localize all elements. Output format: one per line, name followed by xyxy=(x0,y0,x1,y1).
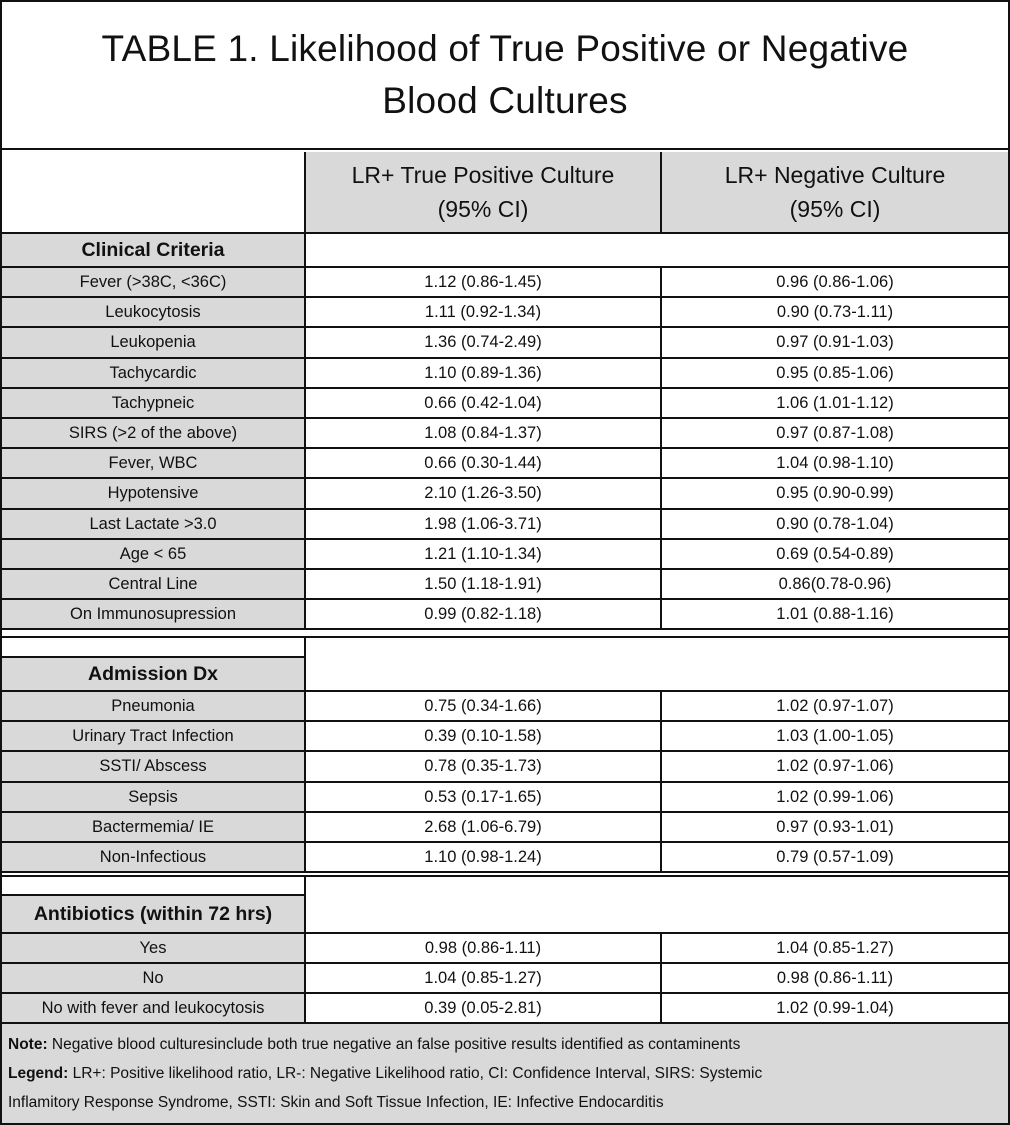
column-divider xyxy=(304,152,306,232)
row-true-positive-value: 1.10 (0.89-1.36) xyxy=(424,363,542,382)
row-label: Leukocytosis xyxy=(2,298,304,326)
note-line xyxy=(8,1030,1002,1059)
row-true-positive-value: 0.66 (0.30-1.44) xyxy=(424,453,542,472)
row-negative-value: 0.86(0.78-0.96) xyxy=(778,574,892,593)
row-negative-value: 1.02 (0.99-1.04) xyxy=(776,998,894,1017)
row-label: Non-Infectious xyxy=(2,843,304,871)
row-label: Urinary Tract Infection xyxy=(2,722,304,750)
row-label: Tachycardic xyxy=(2,359,304,387)
column-divider xyxy=(660,268,662,630)
column-divider xyxy=(660,152,662,232)
header-negative-line2: (95% CI) xyxy=(789,196,881,222)
row-true-positive-value: 0.39 (0.05-2.81) xyxy=(424,998,542,1017)
row-negative-value: 1.03 (1.00-1.05) xyxy=(776,726,894,745)
column-divider xyxy=(660,692,662,873)
note-text: Negative blood culturesinclude both true negative an false positive results identified as contaminents xyxy=(47,1036,741,1053)
row-divider xyxy=(2,871,1008,873)
row-negative-value: 0.79 (0.57-1.09) xyxy=(776,847,894,866)
row-true-positive-value: 0.53 (0.17-1.65) xyxy=(424,787,542,806)
row-negative-value: 1.01 (0.88-1.16) xyxy=(776,604,894,623)
row-label: Bactermemia/ IE xyxy=(2,813,304,841)
row-true-positive-value: 1.21 (1.10-1.34) xyxy=(424,544,542,563)
row-negative-value: 0.97 (0.93-1.01) xyxy=(776,817,894,836)
row-label: SIRS (>2 of the above) xyxy=(2,419,304,447)
legend-line-2: Inflamitory Response Syndrome, SSTI: Skin and Soft Tissue Infection, IE: Infective Endocarditis xyxy=(8,1094,664,1111)
row-true-positive-value: 1.12 (0.86-1.45) xyxy=(424,272,542,291)
column-divider xyxy=(660,934,662,1024)
row-true-positive-value: 0.98 (0.86-1.11) xyxy=(424,938,542,957)
header-blank-cell xyxy=(2,152,304,232)
row-true-positive-value: 0.66 (0.42-1.04) xyxy=(424,393,542,412)
row-negative-value: 0.97 (0.87-1.08) xyxy=(776,423,894,442)
note-label: Note: xyxy=(8,1036,48,1053)
row-true-positive-value: 1.36 (0.74-2.49) xyxy=(424,333,542,351)
row-true-positive-value: 1.10 (0.98-1.24) xyxy=(424,847,542,866)
row-label: Leukopenia xyxy=(2,328,304,357)
legend-label: Legend: xyxy=(8,1065,69,1082)
legend-line xyxy=(8,1059,1002,1088)
row-true-positive-value: 1.11 (0.92-1.34) xyxy=(424,302,542,321)
table-footnote xyxy=(2,1024,1008,1123)
row-true-positive-value: 2.68 (1.06-6.79) xyxy=(424,817,542,836)
row-negative-value: 1.02 (0.97-1.07) xyxy=(776,696,894,715)
row-label: Yes xyxy=(2,934,304,962)
row-negative-value: 1.06 (1.01-1.12) xyxy=(776,393,894,412)
row-negative-value: 1.02 (0.99-1.06) xyxy=(776,787,894,806)
header-negative xyxy=(662,152,1008,232)
row-true-positive-value: 2.10 (1.26-3.50) xyxy=(424,484,542,502)
section-header: Admission Dx xyxy=(2,658,304,690)
row-label: Central Line xyxy=(2,570,304,598)
section-header-blank xyxy=(306,234,1008,266)
row-label: No xyxy=(2,964,304,992)
section-header: Clinical Criteria xyxy=(2,234,304,266)
row-true-positive-value: 1.50 (1.18-1.91) xyxy=(424,574,542,593)
row-divider xyxy=(2,875,1008,877)
legend-text: LR+: Positive likelihood ratio, LR-: Negative Likelihood ratio, CI: Confidence Interval, SIRS: Systemic xyxy=(68,1065,763,1082)
row-label: Pneumonia xyxy=(2,692,304,720)
row-negative-value: 1.04 (0.98-1.10) xyxy=(776,453,894,472)
row-label: Tachypneic xyxy=(2,389,304,417)
header-true-positive-line1: LR+ True Positive Culture xyxy=(351,162,615,188)
row-label: Sepsis xyxy=(2,783,304,811)
row-label: No with fever and leukocytosis xyxy=(2,994,304,1022)
row-negative-value: 0.95 (0.85-1.06) xyxy=(776,363,894,382)
row-true-positive-value: 1.04 (0.85-1.27) xyxy=(424,968,542,987)
row-true-positive-value: 1.08 (0.84-1.37) xyxy=(424,423,542,442)
row-label: Age < 65 xyxy=(2,540,304,568)
row-negative-value: 0.90 (0.78-1.04) xyxy=(776,514,894,533)
table-title xyxy=(2,2,1008,150)
row-true-positive-value: 1.98 (1.06-3.71) xyxy=(424,514,542,533)
row-label: SSTI/ Abscess xyxy=(2,752,304,781)
row-label: Hypotensive xyxy=(2,479,304,508)
section-header: Antibiotics (within 72 hrs) xyxy=(2,896,304,932)
row-true-positive-value: 0.39 (0.10-1.58) xyxy=(424,726,542,745)
row-negative-value: 0.90 (0.73-1.11) xyxy=(776,302,894,321)
section-header-blank xyxy=(306,658,1008,690)
row-label: Last Lactate >3.0 xyxy=(2,510,304,538)
row-label: Fever (>38C, <36C) xyxy=(2,268,304,296)
row-label: On Immunosupression xyxy=(2,600,304,628)
row-negative-value: 0.69 (0.54-0.89) xyxy=(776,544,894,563)
row-negative-value: 0.95 (0.90-0.99) xyxy=(776,484,894,502)
header-true-positive-line2: (95% CI) xyxy=(437,196,529,222)
header-true-positive xyxy=(306,152,660,232)
row-divider xyxy=(2,628,1008,630)
row-negative-value: 0.97 (0.91-1.03) xyxy=(776,333,894,351)
row-negative-value: 1.02 (0.97-1.06) xyxy=(776,757,894,775)
row-negative-value: 1.04 (0.85-1.27) xyxy=(776,938,894,957)
row-true-positive-value: 0.75 (0.34-1.66) xyxy=(424,696,542,715)
section-header-blank xyxy=(306,896,1008,932)
row-label: Fever, WBC xyxy=(2,449,304,477)
title-line-1: TABLE 1. Likelihood of True Positive or Negative xyxy=(101,28,909,69)
row-divider xyxy=(2,636,1008,638)
row-negative-value: 0.96 (0.86-1.06) xyxy=(776,272,894,291)
row-true-positive-value: 0.78 (0.35-1.73) xyxy=(424,757,542,775)
header-negative-line1: LR+ Negative Culture xyxy=(724,162,946,188)
title-line-2: Blood Cultures xyxy=(382,80,628,121)
section-spacer xyxy=(2,638,304,658)
row-true-positive-value: 0.99 (0.82-1.18) xyxy=(424,604,542,623)
row-negative-value: 0.98 (0.86-1.11) xyxy=(776,968,894,987)
